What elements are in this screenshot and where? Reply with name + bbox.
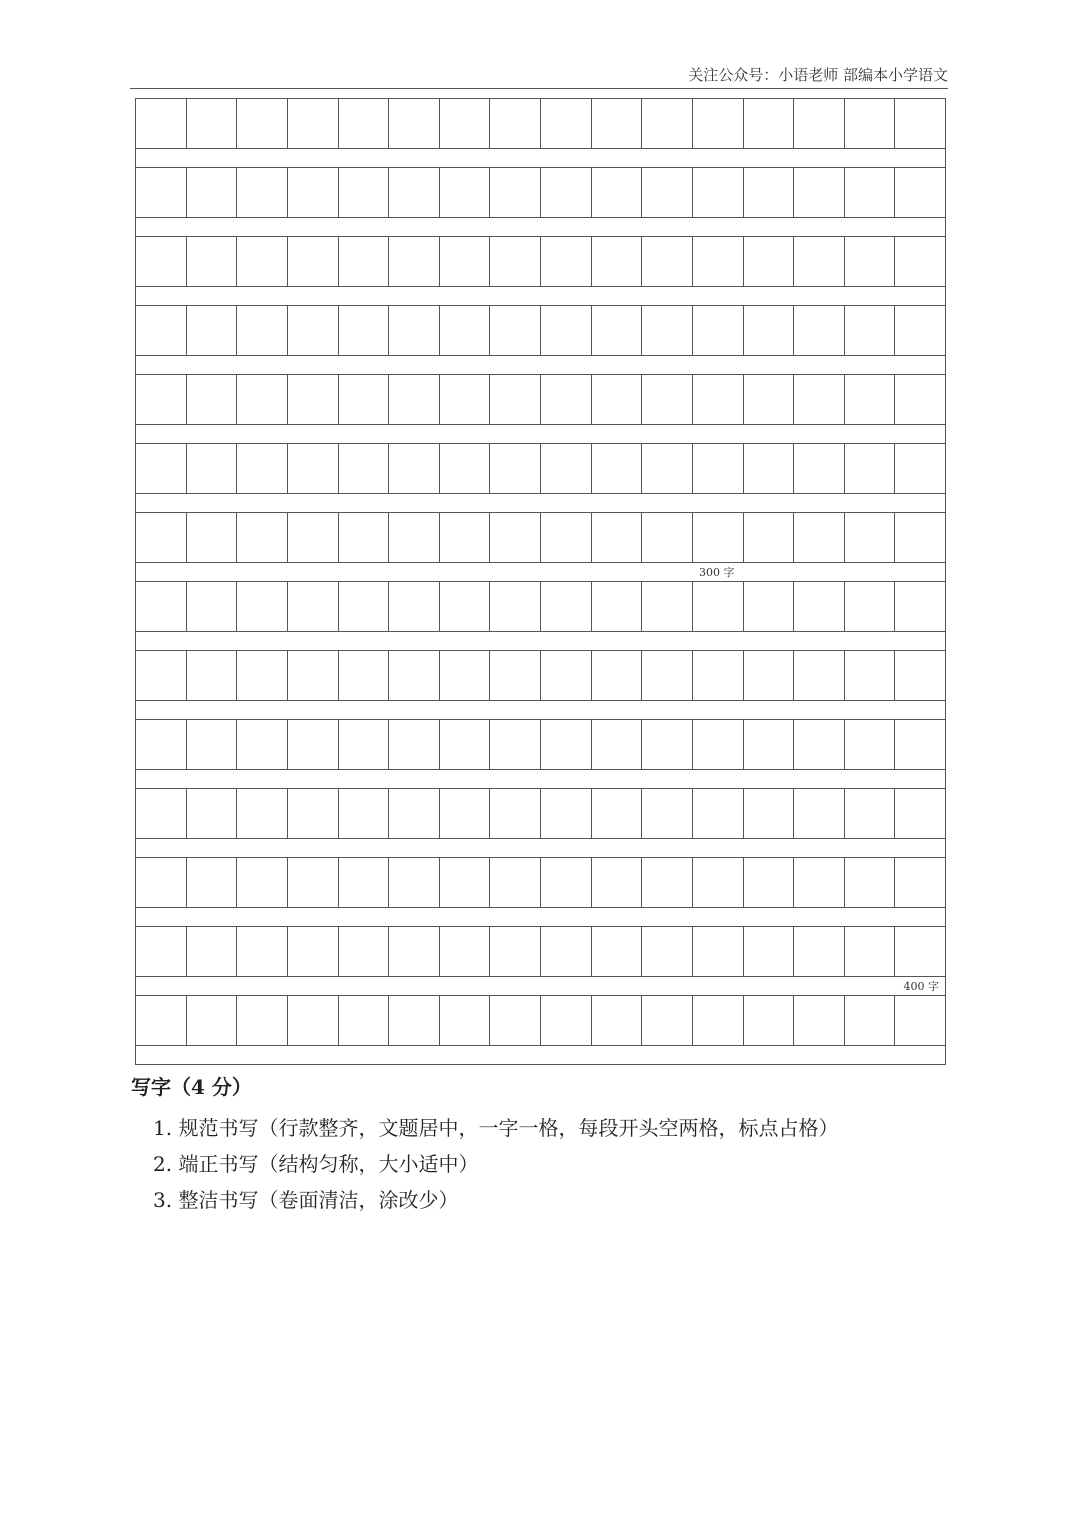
grid-row-gap bbox=[136, 839, 945, 858]
page-header bbox=[130, 66, 948, 88]
criteria-item: 3. 整洁书写（卷面清洁，涂改少） bbox=[153, 1188, 459, 1212]
grid-cell[interactable] bbox=[237, 99, 288, 148]
grid-cell[interactable] bbox=[541, 651, 592, 700]
grid-cell[interactable] bbox=[237, 237, 288, 286]
grid-cell[interactable] bbox=[389, 996, 440, 1045]
grid-cell[interactable] bbox=[288, 168, 339, 217]
grid-cell[interactable] bbox=[339, 996, 390, 1045]
grid-cell[interactable] bbox=[389, 720, 440, 769]
composition-grid bbox=[135, 98, 946, 1065]
grid-cell[interactable] bbox=[187, 513, 238, 562]
grid-cell[interactable] bbox=[187, 996, 238, 1045]
grid-cell[interactable] bbox=[693, 582, 744, 631]
grid-cell[interactable] bbox=[693, 168, 744, 217]
grid-cell[interactable] bbox=[895, 306, 945, 355]
grid-cell[interactable] bbox=[592, 237, 643, 286]
grid-cell[interactable] bbox=[744, 99, 795, 148]
writing-section bbox=[131, 1074, 951, 1218]
grid-cell[interactable] bbox=[693, 99, 744, 148]
grid-cell[interactable] bbox=[592, 927, 643, 976]
grid-cell[interactable] bbox=[845, 375, 896, 424]
grid-cell[interactable] bbox=[794, 168, 845, 217]
grid-cell[interactable] bbox=[187, 99, 238, 148]
grid-cell[interactable] bbox=[339, 237, 390, 286]
grid-cell[interactable] bbox=[895, 513, 945, 562]
grid-cell[interactable] bbox=[845, 513, 896, 562]
grid-cell[interactable] bbox=[440, 858, 491, 907]
grid-cell[interactable] bbox=[288, 444, 339, 493]
grid-row-block bbox=[136, 927, 945, 996]
grid-cell[interactable] bbox=[440, 306, 491, 355]
grid-cell[interactable] bbox=[845, 858, 896, 907]
word-count-marker: 400 字 bbox=[903, 980, 939, 993]
grid-cell[interactable] bbox=[339, 444, 390, 493]
grid-cell[interactable] bbox=[187, 858, 238, 907]
grid-row-gap bbox=[136, 218, 945, 237]
grid-cell[interactable] bbox=[490, 789, 541, 838]
grid-cell[interactable] bbox=[744, 306, 795, 355]
grid-cell[interactable] bbox=[187, 789, 238, 838]
grid-cell[interactable] bbox=[490, 375, 541, 424]
grid-cell[interactable] bbox=[794, 789, 845, 838]
grid-row-block bbox=[136, 996, 945, 1065]
grid-cell[interactable] bbox=[339, 927, 390, 976]
grid-cell[interactable] bbox=[642, 306, 693, 355]
grid-cell[interactable] bbox=[136, 858, 187, 907]
grid-row-gap bbox=[136, 701, 945, 720]
grid-row bbox=[136, 720, 945, 770]
grid-cell[interactable] bbox=[693, 444, 744, 493]
grid-cell[interactable] bbox=[794, 720, 845, 769]
grid-cell[interactable] bbox=[642, 720, 693, 769]
grid-cell[interactable] bbox=[490, 444, 541, 493]
grid-cell[interactable] bbox=[288, 375, 339, 424]
grid-cell[interactable] bbox=[187, 306, 238, 355]
grid-cell[interactable] bbox=[237, 858, 288, 907]
grid-cell[interactable] bbox=[136, 927, 187, 976]
grid-cell[interactable] bbox=[389, 444, 440, 493]
grid-cell[interactable] bbox=[389, 789, 440, 838]
grid-cell[interactable] bbox=[693, 927, 744, 976]
grid-cell[interactable] bbox=[288, 996, 339, 1045]
grid-cell[interactable] bbox=[592, 996, 643, 1045]
grid-cell[interactable] bbox=[744, 996, 795, 1045]
grid-cell[interactable] bbox=[642, 99, 693, 148]
grid-cell[interactable] bbox=[592, 168, 643, 217]
grid-row bbox=[136, 237, 945, 287]
grid-cell[interactable] bbox=[237, 927, 288, 976]
grid-cell[interactable] bbox=[642, 513, 693, 562]
grid-cell[interactable] bbox=[339, 168, 390, 217]
grid-cell[interactable] bbox=[440, 720, 491, 769]
grid-row-block bbox=[136, 582, 945, 651]
grid-cell[interactable] bbox=[339, 720, 390, 769]
grid-cell[interactable] bbox=[490, 720, 541, 769]
grid-cell[interactable] bbox=[288, 858, 339, 907]
grid-cell[interactable] bbox=[744, 513, 795, 562]
grid-cell[interactable] bbox=[693, 651, 744, 700]
grid-cell[interactable] bbox=[794, 375, 845, 424]
grid-cell[interactable] bbox=[339, 306, 390, 355]
grid-cell[interactable] bbox=[440, 444, 491, 493]
grid-cell[interactable] bbox=[339, 858, 390, 907]
grid-cell[interactable] bbox=[237, 168, 288, 217]
grid-cell[interactable] bbox=[744, 720, 795, 769]
grid-cell[interactable] bbox=[895, 444, 945, 493]
grid-cell[interactable] bbox=[288, 720, 339, 769]
grid-row bbox=[136, 858, 945, 908]
grid-cell[interactable] bbox=[187, 237, 238, 286]
grid-cell[interactable] bbox=[440, 99, 491, 148]
grid-row-gap bbox=[136, 770, 945, 789]
grid-cell[interactable] bbox=[845, 651, 896, 700]
grid-cell[interactable] bbox=[642, 237, 693, 286]
grid-cell[interactable] bbox=[490, 651, 541, 700]
grid-row bbox=[136, 996, 945, 1046]
grid-cell[interactable] bbox=[187, 582, 238, 631]
grid-cell[interactable] bbox=[288, 99, 339, 148]
grid-cell[interactable] bbox=[187, 375, 238, 424]
grid-row-block bbox=[136, 99, 945, 168]
grid-row bbox=[136, 651, 945, 701]
grid-cell[interactable] bbox=[592, 375, 643, 424]
grid-cell[interactable] bbox=[389, 651, 440, 700]
grid-cell[interactable] bbox=[744, 582, 795, 631]
grid-cell[interactable] bbox=[592, 720, 643, 769]
grid-cell[interactable] bbox=[895, 996, 945, 1045]
grid-cell[interactable] bbox=[541, 513, 592, 562]
grid-cell[interactable] bbox=[339, 789, 390, 838]
grid-cell[interactable] bbox=[440, 996, 491, 1045]
grid-cell[interactable] bbox=[794, 858, 845, 907]
writing-title: 写字（4 分） bbox=[131, 1075, 252, 1099]
grid-cell[interactable] bbox=[136, 720, 187, 769]
grid-cell[interactable] bbox=[895, 720, 945, 769]
word-count-marker: 300 字 bbox=[699, 566, 735, 579]
grid-cell[interactable] bbox=[592, 306, 643, 355]
grid-cell[interactable] bbox=[541, 858, 592, 907]
grid-cell[interactable] bbox=[592, 444, 643, 493]
grid-cell[interactable] bbox=[845, 789, 896, 838]
grid-cell[interactable] bbox=[288, 582, 339, 631]
grid-cell[interactable] bbox=[744, 444, 795, 493]
grid-cell[interactable] bbox=[136, 444, 187, 493]
grid-row bbox=[136, 513, 945, 563]
grid-row-gap bbox=[136, 494, 945, 513]
grid-cell[interactable] bbox=[237, 720, 288, 769]
grid-cell[interactable] bbox=[541, 996, 592, 1045]
grid-cell[interactable] bbox=[389, 927, 440, 976]
grid-cell[interactable] bbox=[187, 927, 238, 976]
grid-cell[interactable] bbox=[389, 168, 440, 217]
grid-cell[interactable] bbox=[592, 513, 643, 562]
grid-cell[interactable] bbox=[136, 513, 187, 562]
grid-row bbox=[136, 444, 945, 494]
grid-cell[interactable] bbox=[794, 996, 845, 1045]
grid-cell[interactable] bbox=[136, 651, 187, 700]
grid-cell[interactable] bbox=[845, 168, 896, 217]
grid-cell[interactable] bbox=[339, 375, 390, 424]
grid-cell[interactable] bbox=[237, 375, 288, 424]
grid-cell[interactable] bbox=[237, 582, 288, 631]
grid-cell[interactable] bbox=[187, 651, 238, 700]
grid-cell[interactable] bbox=[541, 375, 592, 424]
grid-cell[interactable] bbox=[744, 927, 795, 976]
grid-cell[interactable] bbox=[794, 306, 845, 355]
grid-cell[interactable] bbox=[440, 168, 491, 217]
grid-cell[interactable] bbox=[693, 996, 744, 1045]
grid-row-gap bbox=[136, 977, 945, 996]
grid-cell[interactable] bbox=[288, 513, 339, 562]
grid-cell[interactable] bbox=[693, 306, 744, 355]
grid-cell[interactable] bbox=[187, 168, 238, 217]
grid-cell[interactable] bbox=[592, 582, 643, 631]
grid-cell[interactable] bbox=[845, 444, 896, 493]
grid-cell[interactable] bbox=[339, 582, 390, 631]
grid-cell[interactable] bbox=[541, 99, 592, 148]
grid-row bbox=[136, 582, 945, 632]
grid-cell[interactable] bbox=[744, 651, 795, 700]
grid-cell[interactable] bbox=[693, 858, 744, 907]
grid-cell[interactable] bbox=[592, 651, 643, 700]
grid-cell[interactable] bbox=[440, 789, 491, 838]
grid-cell[interactable] bbox=[895, 168, 945, 217]
grid-cell[interactable] bbox=[845, 99, 896, 148]
grid-row-gap bbox=[136, 149, 945, 168]
grid-cell[interactable] bbox=[541, 720, 592, 769]
grid-cell[interactable] bbox=[490, 168, 541, 217]
grid-cell[interactable] bbox=[541, 789, 592, 838]
grid-cell[interactable] bbox=[389, 582, 440, 631]
grid-row-block bbox=[136, 858, 945, 927]
grid-cell[interactable] bbox=[389, 375, 440, 424]
grid-cell[interactable] bbox=[642, 996, 693, 1045]
grid-cell[interactable] bbox=[136, 237, 187, 286]
grid-cell[interactable] bbox=[592, 858, 643, 907]
grid-cell[interactable] bbox=[895, 99, 945, 148]
grid-cell[interactable] bbox=[389, 306, 440, 355]
grid-cell[interactable] bbox=[642, 858, 693, 907]
grid-cell[interactable] bbox=[642, 375, 693, 424]
grid-cell[interactable] bbox=[237, 513, 288, 562]
grid-row-gap bbox=[136, 287, 945, 306]
grid-row bbox=[136, 375, 945, 425]
grid-cell[interactable] bbox=[136, 582, 187, 631]
grid-cell[interactable] bbox=[642, 651, 693, 700]
grid-row-gap bbox=[136, 356, 945, 375]
grid-row-block bbox=[136, 444, 945, 513]
grid-row bbox=[136, 306, 945, 356]
criteria-item: 1. 规范书写（行款整齐，文题居中，一字一格，每段开头空两格，标点占格） bbox=[153, 1116, 839, 1140]
grid-cell[interactable] bbox=[237, 444, 288, 493]
grid-cell[interactable] bbox=[642, 582, 693, 631]
grid-cell[interactable] bbox=[744, 375, 795, 424]
grid-cell[interactable] bbox=[490, 306, 541, 355]
grid-cell[interactable] bbox=[794, 927, 845, 976]
grid-cell[interactable] bbox=[895, 237, 945, 286]
grid-cell[interactable] bbox=[389, 99, 440, 148]
grid-row-gap bbox=[136, 908, 945, 927]
grid-cell[interactable] bbox=[237, 789, 288, 838]
grid-cell[interactable] bbox=[541, 306, 592, 355]
grid-row-gap bbox=[136, 632, 945, 651]
grid-cell[interactable] bbox=[187, 444, 238, 493]
grid-cell[interactable] bbox=[187, 720, 238, 769]
grid-cell[interactable] bbox=[288, 789, 339, 838]
grid-cell[interactable] bbox=[794, 651, 845, 700]
grid-cell[interactable] bbox=[642, 444, 693, 493]
grid-cell[interactable] bbox=[389, 237, 440, 286]
grid-cell[interactable] bbox=[440, 651, 491, 700]
grid-cell[interactable] bbox=[642, 168, 693, 217]
grid-cell[interactable] bbox=[541, 582, 592, 631]
grid-row bbox=[136, 168, 945, 218]
grid-cell[interactable] bbox=[895, 858, 945, 907]
grid-cell[interactable] bbox=[440, 375, 491, 424]
grid-cell[interactable] bbox=[136, 306, 187, 355]
grid-cell[interactable] bbox=[136, 99, 187, 148]
grid-cell[interactable] bbox=[744, 789, 795, 838]
grid-cell[interactable] bbox=[642, 927, 693, 976]
grid-cell[interactable] bbox=[895, 927, 945, 976]
grid-cell[interactable] bbox=[794, 444, 845, 493]
grid-cell[interactable] bbox=[541, 444, 592, 493]
grid-cell[interactable] bbox=[642, 789, 693, 838]
header-rule bbox=[130, 88, 948, 89]
grid-cell[interactable] bbox=[237, 651, 288, 700]
grid-cell[interactable] bbox=[490, 99, 541, 148]
header-text: 关注公众号：小语老师 部编本小学语文 bbox=[688, 66, 948, 84]
grid-cell[interactable] bbox=[288, 306, 339, 355]
grid-cell[interactable] bbox=[592, 99, 643, 148]
grid-cell[interactable] bbox=[895, 651, 945, 700]
grid-cell[interactable] bbox=[389, 513, 440, 562]
grid-row-gap bbox=[136, 425, 945, 444]
grid-row bbox=[136, 927, 945, 977]
grid-cell[interactable] bbox=[794, 582, 845, 631]
grid-cell[interactable] bbox=[845, 927, 896, 976]
grid-cell[interactable] bbox=[490, 513, 541, 562]
grid-cell[interactable] bbox=[490, 927, 541, 976]
grid-row bbox=[136, 99, 945, 149]
grid-cell[interactable] bbox=[794, 99, 845, 148]
grid-cell[interactable] bbox=[490, 858, 541, 907]
grid-cell[interactable] bbox=[845, 582, 896, 631]
grid-cell[interactable] bbox=[490, 237, 541, 286]
grid-cell[interactable] bbox=[541, 237, 592, 286]
grid-cell[interactable] bbox=[895, 789, 945, 838]
grid-row-gap bbox=[136, 563, 945, 582]
grid-cell[interactable] bbox=[237, 306, 288, 355]
grid-cell[interactable] bbox=[794, 237, 845, 286]
grid-row-block bbox=[136, 720, 945, 789]
grid-row-block bbox=[136, 789, 945, 858]
grid-cell[interactable] bbox=[693, 720, 744, 769]
grid-cell[interactable] bbox=[136, 996, 187, 1045]
grid-cell[interactable] bbox=[490, 582, 541, 631]
grid-cell[interactable] bbox=[744, 168, 795, 217]
grid-cell[interactable] bbox=[339, 99, 390, 148]
grid-row-block bbox=[136, 306, 945, 375]
grid-cell[interactable] bbox=[693, 513, 744, 562]
grid-cell[interactable] bbox=[288, 237, 339, 286]
grid-cell[interactable] bbox=[845, 237, 896, 286]
grid-cell[interactable] bbox=[389, 858, 440, 907]
grid-cell[interactable] bbox=[845, 720, 896, 769]
grid-cell[interactable] bbox=[136, 375, 187, 424]
grid-row bbox=[136, 789, 945, 839]
grid-cell[interactable] bbox=[744, 858, 795, 907]
grid-cell[interactable] bbox=[693, 789, 744, 838]
grid-row-block bbox=[136, 375, 945, 444]
grid-row-block bbox=[136, 168, 945, 237]
grid-cell[interactable] bbox=[744, 237, 795, 286]
grid-cell[interactable] bbox=[490, 996, 541, 1045]
grid-cell[interactable] bbox=[895, 375, 945, 424]
grid-cell[interactable] bbox=[440, 237, 491, 286]
grid-cell[interactable] bbox=[440, 582, 491, 631]
grid-cell[interactable] bbox=[136, 168, 187, 217]
grid-row-gap bbox=[136, 1046, 945, 1065]
grid-row-block bbox=[136, 651, 945, 720]
grid-cell[interactable] bbox=[440, 513, 491, 562]
grid-cell[interactable] bbox=[693, 375, 744, 424]
writing-criteria-list bbox=[131, 1110, 951, 1218]
grid-cell[interactable] bbox=[339, 651, 390, 700]
grid-cell[interactable] bbox=[845, 996, 896, 1045]
grid-cell[interactable] bbox=[339, 513, 390, 562]
grid-row-block bbox=[136, 513, 945, 582]
criteria-item: 2. 端正书写（结构匀称，大小适中） bbox=[153, 1152, 479, 1176]
grid-cell[interactable] bbox=[541, 168, 592, 217]
grid-cell[interactable] bbox=[895, 582, 945, 631]
grid-cell[interactable] bbox=[288, 651, 339, 700]
grid-cell[interactable] bbox=[237, 996, 288, 1045]
grid-cell[interactable] bbox=[794, 513, 845, 562]
grid-cell[interactable] bbox=[288, 927, 339, 976]
grid-cell[interactable] bbox=[693, 237, 744, 286]
grid-cell[interactable] bbox=[541, 927, 592, 976]
grid-cell[interactable] bbox=[440, 927, 491, 976]
grid-cell[interactable] bbox=[845, 306, 896, 355]
grid-row-block bbox=[136, 237, 945, 306]
grid-cell[interactable] bbox=[136, 789, 187, 838]
grid-cell[interactable] bbox=[592, 789, 643, 838]
